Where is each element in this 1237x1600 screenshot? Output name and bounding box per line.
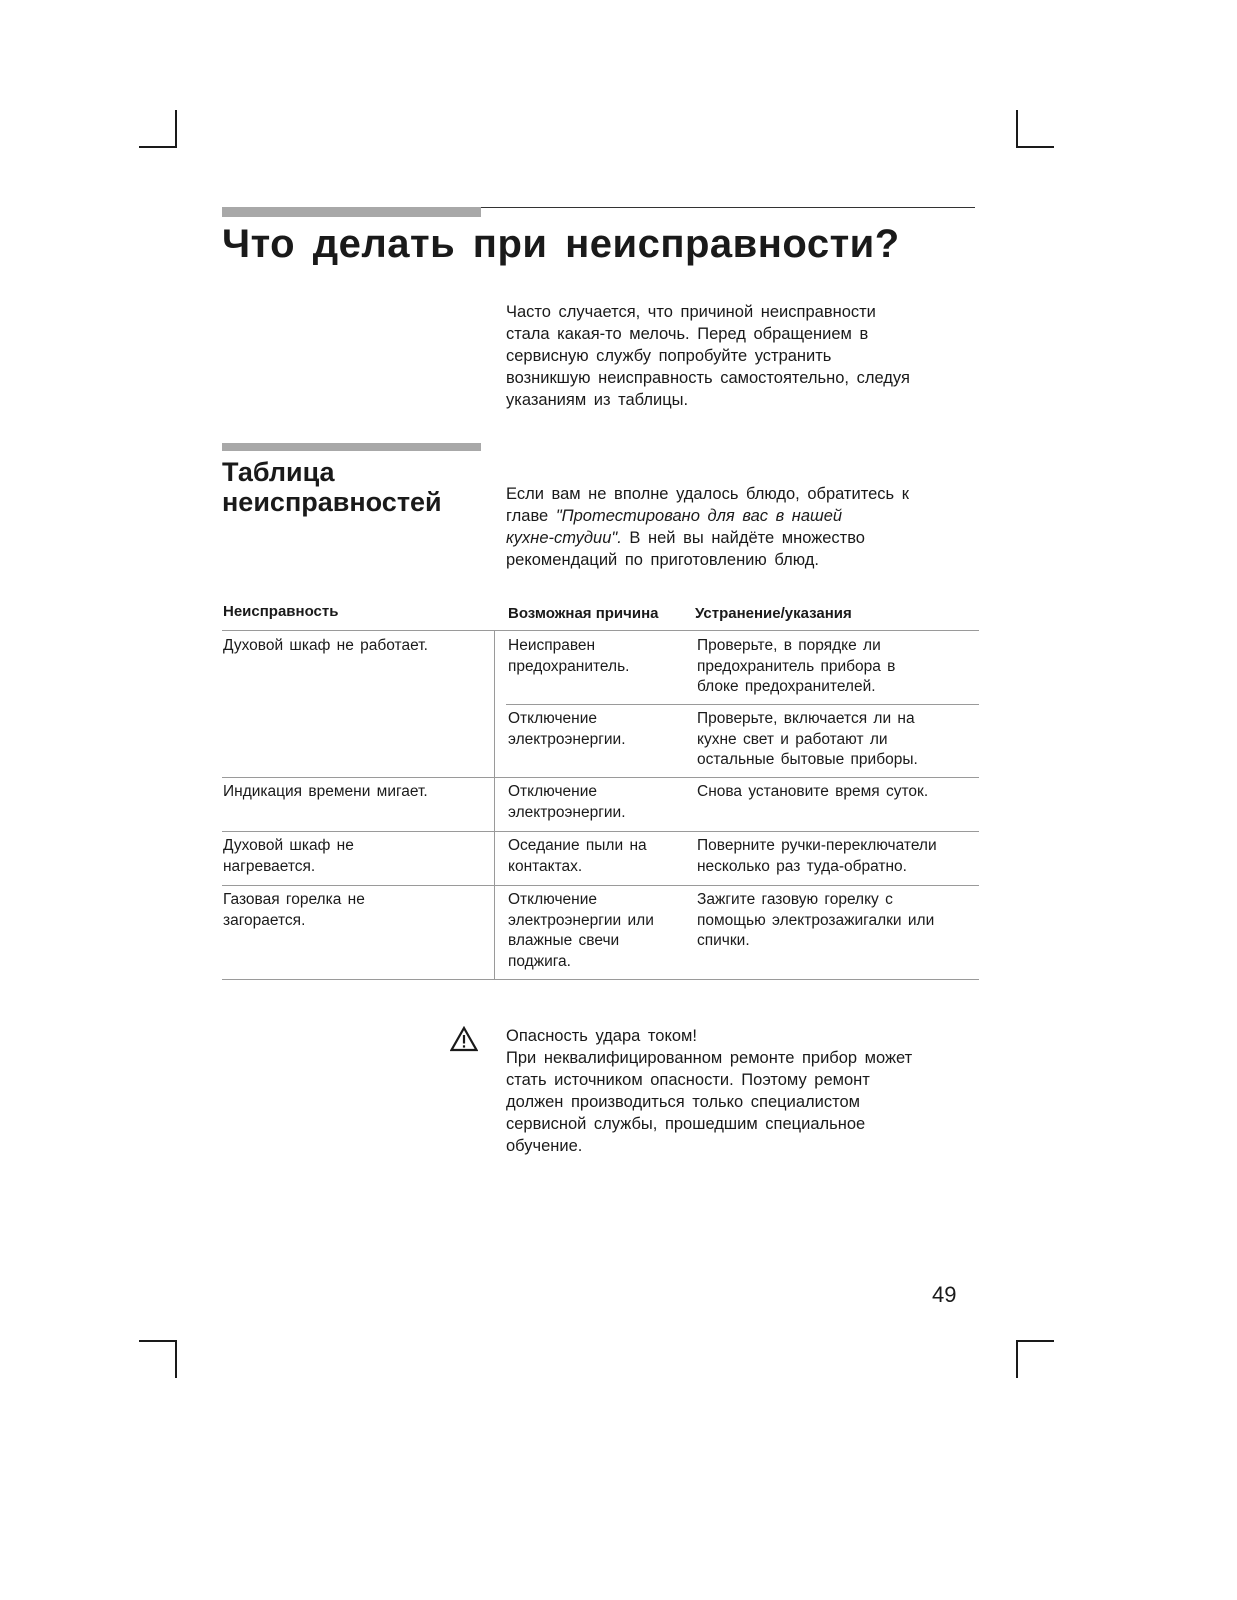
- fault-cell: [223, 890, 365, 931]
- remedy-text: спички.: [697, 932, 750, 949]
- note-text: главе: [506, 507, 556, 525]
- section-title-line: неисправностей: [222, 487, 442, 517]
- note-chapter-reference: "Протестировано для вас в нашей: [555, 507, 843, 525]
- cause-text: предохранитель.: [508, 657, 630, 675]
- remedy-text: кухне свет и работают ли: [697, 730, 888, 748]
- warning-text: [506, 1025, 974, 1157]
- note-line: рекомендаций по приготовлению блюд.: [506, 551, 819, 569]
- fault-cell: [223, 636, 428, 657]
- fault-cell: [223, 836, 354, 877]
- remedy-cell: [697, 890, 934, 952]
- remedy-text: Поверните ручки-переключатели: [697, 837, 937, 854]
- intro-line: возникшую неисправность самостоятельно, следуя: [506, 369, 910, 387]
- crop-mark-top-left-h: [139, 146, 177, 148]
- cause-cell: [508, 782, 626, 823]
- warning-line: обучение.: [506, 1137, 583, 1155]
- title-accent-bar: [222, 207, 481, 217]
- table-column-divider: [494, 630, 495, 979]
- fault-text: Духовой шкаф не: [223, 837, 354, 854]
- warning-line: При неквалифицированном ремонте прибор может: [506, 1049, 913, 1067]
- note-line: [506, 505, 974, 527]
- cause-cell: [508, 890, 654, 972]
- table-header-rule: [222, 630, 979, 631]
- remedy-text: Проверьте, в порядке ли: [697, 637, 881, 654]
- column-header-remedy: Устранение/указания: [695, 605, 852, 622]
- remedy-cell: [697, 836, 937, 877]
- table-bottom-rule: [222, 979, 979, 980]
- cause-text: контактах.: [508, 857, 583, 875]
- remedy-text: Зажгите газовую горелку с: [697, 891, 893, 908]
- remedy-cell: [697, 636, 895, 698]
- table-row-rule: [222, 885, 979, 886]
- cause-text: поджига.: [508, 952, 571, 970]
- page-title: Что делать при неисправности?: [222, 222, 900, 266]
- crop-mark-bottom-right-h: [1016, 1340, 1054, 1342]
- cause-text: электроэнергии.: [508, 803, 626, 821]
- cause-cell: [508, 636, 629, 677]
- warning-line: должен производиться только специалистом: [506, 1093, 860, 1111]
- note-chapter-reference: кухне-студии".: [506, 529, 622, 547]
- intro-line: Часто случается, что причиной неисправности: [506, 303, 876, 321]
- fault-text: Индикация времени мигает.: [223, 783, 428, 800]
- warning-heading: Опасность удара током!: [506, 1027, 697, 1045]
- fault-text: нагревается.: [223, 857, 316, 875]
- remedy-text: несколько раз туда-обратно.: [697, 857, 907, 875]
- intro-paragraph: [506, 301, 974, 411]
- section-title: [222, 457, 482, 517]
- note-text: В ней вы найдёте множество: [621, 529, 865, 547]
- table-row-rule: [222, 831, 979, 832]
- remedy-text: Проверьте, включается ли на: [697, 710, 915, 727]
- crop-mark-top-left-v: [175, 110, 177, 148]
- intro-line: сервисную службу попробуйте устранить: [506, 347, 832, 365]
- crop-mark-bottom-left-v: [175, 1340, 177, 1378]
- remedy-text: Снова установите время суток.: [697, 783, 929, 800]
- cause-text: электроэнергии.: [508, 730, 626, 748]
- remedy-text: остальные бытовые приборы.: [697, 751, 918, 768]
- section-accent-bar: [222, 443, 481, 451]
- remedy-text: помощью электрозажигалки или: [697, 911, 935, 929]
- fault-cell: [223, 782, 428, 803]
- warning-line: сервисной службы, прошедшим специальное: [506, 1115, 866, 1133]
- table-row-rule: [222, 777, 979, 778]
- crop-mark-top-right-v: [1016, 110, 1018, 148]
- fault-text: загорается.: [223, 911, 306, 929]
- cause-text: влажные свечи: [508, 932, 620, 949]
- warning-triangle-icon: [450, 1026, 478, 1052]
- cause-text: Отключение: [508, 710, 597, 727]
- cause-cell: [508, 836, 647, 877]
- column-header-cause: Возможная причина: [508, 605, 659, 622]
- remedy-cell: [697, 709, 918, 771]
- remedy-text: предохранитель прибора в: [697, 657, 896, 675]
- note-paragraph: [506, 483, 974, 571]
- column-header-fault: Неисправность: [223, 603, 339, 620]
- crop-mark-bottom-right-v: [1016, 1340, 1018, 1378]
- cause-text: Неисправен: [508, 637, 596, 654]
- table-subrow-rule: [506, 704, 979, 705]
- cause-cell: [508, 709, 626, 750]
- crop-mark-bottom-left-h: [139, 1340, 177, 1342]
- remedy-text: блоке предохранителей.: [697, 678, 876, 695]
- remedy-cell: [697, 782, 928, 803]
- fault-text: Духовой шкаф не работает.: [223, 637, 428, 654]
- warning-line: стать источником опасности. Поэтому ремонт: [506, 1071, 870, 1089]
- note-line: [506, 527, 974, 549]
- page-number: 49: [932, 1282, 957, 1307]
- cause-text: электроэнергии или: [508, 911, 654, 929]
- intro-line: стала какая-то мелочь. Перед обращением в: [506, 325, 869, 343]
- cause-text: Отключение: [508, 783, 597, 800]
- fault-text: Газовая горелка не: [223, 891, 365, 908]
- intro-line: указаниям из таблицы.: [506, 391, 689, 409]
- note-line: Если вам не вполне удалось блюдо, обратитесь к: [506, 485, 909, 503]
- section-title-line: Таблица: [222, 457, 335, 487]
- cause-text: Отключение: [508, 891, 597, 908]
- cause-text: Оседание пыли на: [508, 837, 647, 854]
- crop-mark-top-right-h: [1016, 146, 1054, 148]
- title-rule: [481, 207, 975, 208]
